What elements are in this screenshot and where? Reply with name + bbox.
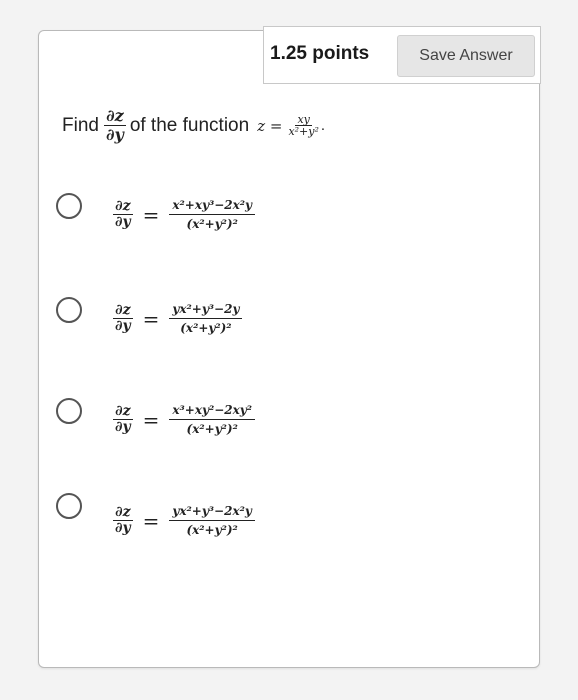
equals-sign: = (142, 202, 160, 227)
question-middle: of the function (129, 115, 250, 136)
option-rhs (169, 505, 254, 537)
rhs-numerator: x²+xy³−2x²y (169, 199, 255, 215)
option-rhs (169, 303, 242, 335)
option-rhs (169, 404, 255, 436)
answer-option-1[interactable] (56, 193, 496, 253)
lhs-denominator: ∂y (115, 318, 131, 335)
lhs-numerator: ∂z (115, 198, 131, 215)
option-formula (113, 199, 255, 231)
rhs-numerator: x³+xy²−2xy² (169, 404, 255, 420)
rhs-numerator: yx²+y³−2x²y (169, 505, 254, 521)
lhs-denominator: ∂y (115, 419, 131, 436)
answer-option-3[interactable] (56, 398, 496, 458)
question-prefix: Find (62, 115, 99, 136)
lhs-denominator: ∂y (115, 520, 131, 537)
radio-button[interactable] (56, 193, 82, 219)
save-answer-button[interactable]: Save Answer (397, 35, 535, 77)
equals-sign: = (142, 508, 160, 533)
option-formula (113, 404, 255, 436)
function-numerator: xy (297, 112, 310, 126)
option-formula (113, 303, 242, 335)
points-label: 1.25 points (270, 43, 370, 64)
question-derivative (104, 108, 126, 143)
radio-button[interactable] (56, 297, 82, 323)
rhs-denominator: (x²+y²)² (180, 320, 232, 335)
answer-option-2[interactable] (56, 297, 496, 357)
answer-option-4[interactable] (56, 493, 496, 553)
rhs-denominator: (x²+y²)² (186, 216, 238, 231)
lhs-denominator: ∂y (115, 214, 131, 231)
function-fraction (286, 114, 320, 139)
radio-button[interactable] (56, 398, 82, 424)
option-lhs (113, 199, 133, 230)
rhs-denominator: (x²+y²)² (186, 522, 238, 537)
rhs-denominator: (x²+y²)² (186, 421, 238, 436)
equals-sign: = (142, 306, 160, 331)
question-function (257, 114, 325, 139)
lhs-numerator: ∂z (115, 403, 131, 420)
lhs-numerator: ∂z (115, 504, 131, 521)
derivative-numerator: ∂z (106, 106, 124, 126)
option-lhs (113, 505, 133, 536)
equals-sign: = (142, 407, 160, 432)
option-lhs (113, 404, 133, 435)
function-lhs: z = (257, 116, 283, 135)
radio-button[interactable] (56, 493, 82, 519)
function-suffix: . (320, 117, 326, 135)
option-lhs (113, 303, 133, 334)
option-rhs (169, 199, 255, 231)
lhs-numerator: ∂z (115, 302, 131, 319)
option-formula (113, 505, 255, 537)
derivative-denominator: ∂y (105, 125, 124, 145)
function-denominator: x²+y² (288, 125, 319, 139)
rhs-numerator: yx²+y³−2y (169, 303, 242, 319)
question-text (62, 104, 325, 148)
